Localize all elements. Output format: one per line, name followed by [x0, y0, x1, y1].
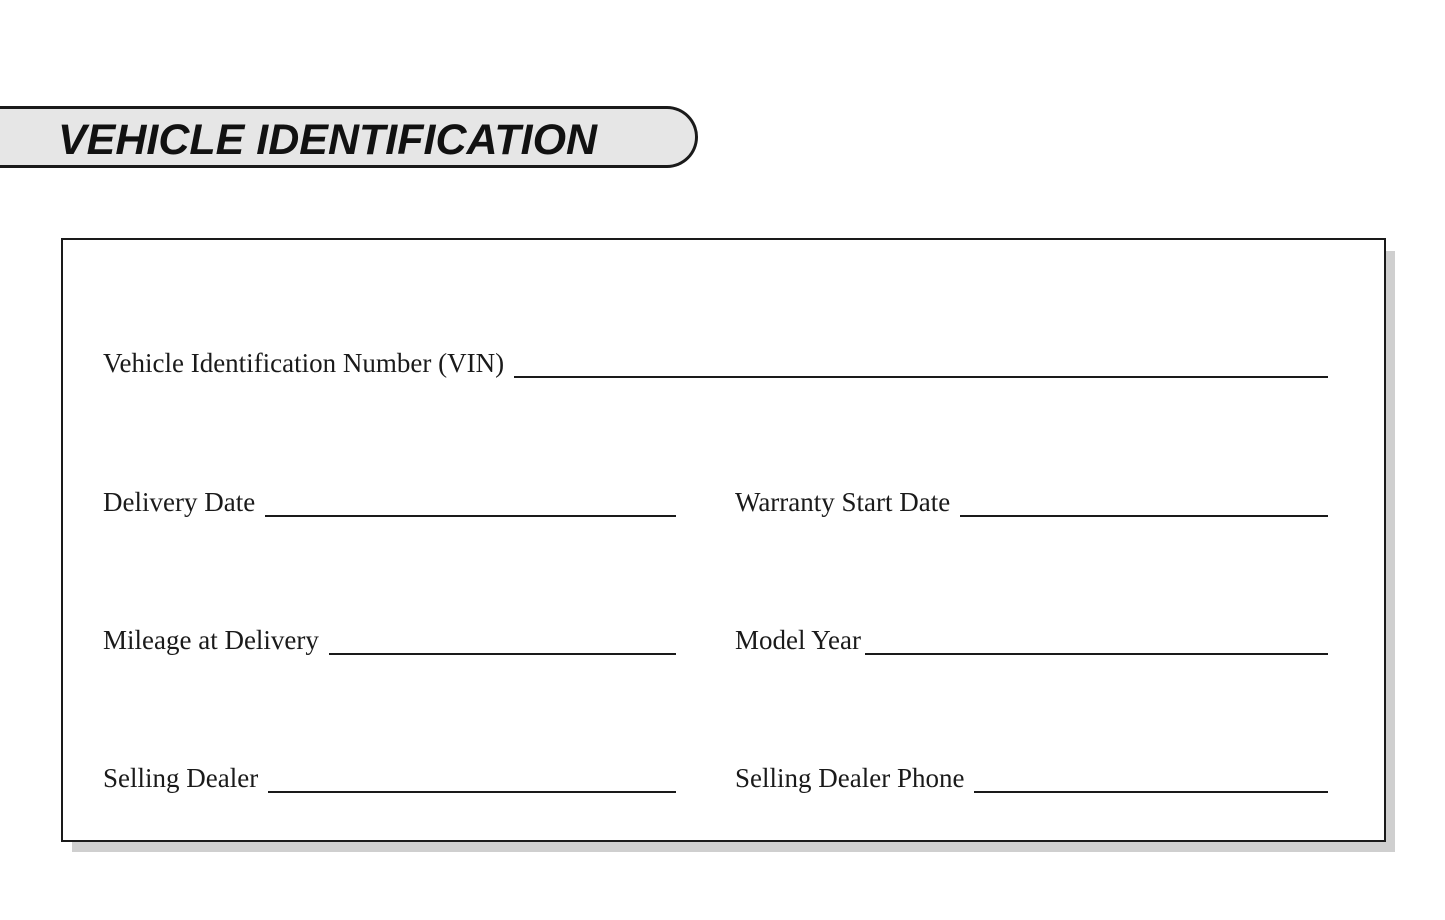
model-year-blank[interactable] — [865, 653, 1328, 655]
model-year-label: Model Year — [735, 625, 861, 655]
selling-dealer-phone-field — [735, 761, 1328, 795]
selling-dealer-phone-label: Selling Dealer Phone — [735, 763, 965, 793]
warranty-start-date-field — [735, 485, 1328, 519]
selling-dealer-label: Selling Dealer — [103, 763, 259, 793]
warranty-start-date-label: Warranty Start Date — [735, 487, 951, 517]
mileage-at-delivery-label: Mileage at Delivery — [103, 625, 319, 655]
delivery-date-label: Delivery Date — [103, 487, 256, 517]
selling-dealer-phone-blank[interactable] — [974, 791, 1328, 793]
vin-blank[interactable] — [514, 376, 1328, 378]
section-title: VEHICLE IDENTIFICATION — [58, 116, 598, 164]
selling-dealer-blank[interactable] — [268, 791, 676, 793]
vin-field — [103, 346, 1328, 380]
delivery-date-blank[interactable] — [265, 515, 676, 517]
mileage-at-delivery-blank[interactable] — [329, 653, 676, 655]
delivery-date-field — [103, 485, 676, 519]
vin-label: Vehicle Identification Number (VIN) — [103, 348, 505, 378]
model-year-field — [735, 623, 1328, 657]
warranty-start-date-blank[interactable] — [960, 515, 1328, 517]
selling-dealer-field — [103, 761, 676, 795]
mileage-at-delivery-field — [103, 623, 676, 657]
vehicle-identification-form — [61, 238, 1386, 842]
